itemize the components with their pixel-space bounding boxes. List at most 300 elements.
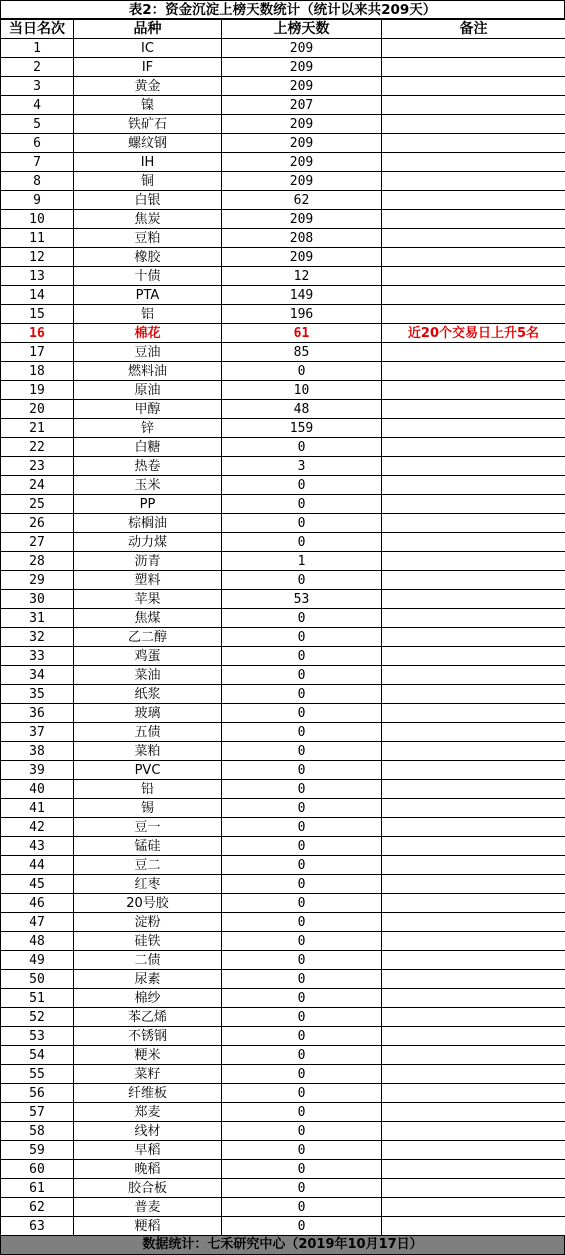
variety-cell: 菜粕 (74, 742, 222, 761)
days-cell: 196 (222, 305, 382, 324)
header-row (1, 20, 565, 39)
variety-cell: IF (74, 58, 222, 77)
variety-cell: 淀粉 (74, 913, 222, 932)
note-cell (382, 172, 565, 191)
rank-cell: 10 (1, 210, 74, 229)
table-row (1, 780, 565, 799)
table-row (1, 571, 565, 590)
days-cell: 209 (222, 115, 382, 134)
table-row (1, 1141, 565, 1160)
table-row (1, 989, 565, 1008)
table-row (1, 286, 565, 305)
table-row (1, 951, 565, 970)
rank-cell: 45 (1, 875, 74, 894)
variety-cell: 苯乙烯 (74, 1008, 222, 1027)
note-cell (382, 457, 565, 476)
days-cell: 0 (222, 761, 382, 780)
note-cell (382, 704, 565, 723)
note-cell (382, 267, 565, 286)
variety-cell: 豆粕 (74, 229, 222, 248)
note-cell (382, 1103, 565, 1122)
days-cell: 62 (222, 191, 382, 210)
variety-cell: 乙二醇 (74, 628, 222, 647)
variety-cell: 螺纹钢 (74, 134, 222, 153)
variety-cell: 甲醇 (74, 400, 222, 419)
variety-cell: IC (74, 39, 222, 58)
table-row (1, 761, 565, 780)
header-note: 备注 (382, 20, 565, 39)
table-row (1, 134, 565, 153)
days-cell: 149 (222, 286, 382, 305)
note-cell (382, 1008, 565, 1027)
days-cell: 1 (222, 552, 382, 571)
days-cell: 0 (222, 609, 382, 628)
rank-cell: 60 (1, 1160, 74, 1179)
table-row (1, 1122, 565, 1141)
note-cell (382, 1198, 565, 1217)
variety-cell: 锌 (74, 419, 222, 438)
note-cell (382, 96, 565, 115)
variety-cell: 热卷 (74, 457, 222, 476)
table-row (1, 324, 565, 343)
rank-cell: 37 (1, 723, 74, 742)
variety-cell: 胶合板 (74, 1179, 222, 1198)
rank-cell: 28 (1, 552, 74, 571)
days-cell: 208 (222, 229, 382, 248)
variety-cell: 硅铁 (74, 932, 222, 951)
note-cell (382, 742, 565, 761)
note-cell (382, 723, 565, 742)
rank-cell: 27 (1, 533, 74, 552)
days-cell: 0 (222, 1103, 382, 1122)
variety-cell: 镍 (74, 96, 222, 115)
table-row (1, 590, 565, 609)
days-cell: 209 (222, 172, 382, 191)
days-cell: 0 (222, 856, 382, 875)
rank-cell: 49 (1, 951, 74, 970)
table-row (1, 647, 565, 666)
rank-cell: 59 (1, 1141, 74, 1160)
variety-cell: 棉纱 (74, 989, 222, 1008)
days-cell: 159 (222, 419, 382, 438)
table-row (1, 552, 565, 571)
variety-cell: 焦炭 (74, 210, 222, 229)
note-cell (382, 799, 565, 818)
rank-cell: 30 (1, 590, 74, 609)
days-cell: 0 (222, 818, 382, 837)
note-cell (382, 628, 565, 647)
table-row (1, 704, 565, 723)
rank-cell: 13 (1, 267, 74, 286)
variety-cell: 红枣 (74, 875, 222, 894)
days-cell: 0 (222, 628, 382, 647)
note-cell (382, 115, 565, 134)
note-cell (382, 1217, 565, 1236)
table-row (1, 39, 565, 58)
rank-cell: 36 (1, 704, 74, 723)
rank-cell: 41 (1, 799, 74, 818)
days-cell: 0 (222, 1217, 382, 1236)
rank-cell: 19 (1, 381, 74, 400)
ranking-table (0, 19, 565, 1236)
variety-cell: 塑料 (74, 571, 222, 590)
rank-cell: 22 (1, 438, 74, 457)
rank-cell: 25 (1, 495, 74, 514)
table-row (1, 685, 565, 704)
table-row (1, 495, 565, 514)
rank-cell: 50 (1, 970, 74, 989)
note-cell (382, 875, 565, 894)
rank-cell: 54 (1, 1046, 74, 1065)
days-cell: 0 (222, 1084, 382, 1103)
variety-cell: 豆一 (74, 818, 222, 837)
rank-cell: 31 (1, 609, 74, 628)
table-row (1, 1217, 565, 1236)
table-row (1, 248, 565, 267)
rank-cell: 24 (1, 476, 74, 495)
days-cell: 209 (222, 58, 382, 77)
variety-cell: 动力煤 (74, 533, 222, 552)
table-row (1, 742, 565, 761)
rank-cell: 53 (1, 1027, 74, 1046)
variety-cell: 白银 (74, 191, 222, 210)
table-row (1, 913, 565, 932)
days-cell: 0 (222, 742, 382, 761)
rank-cell: 11 (1, 229, 74, 248)
days-cell: 48 (222, 400, 382, 419)
variety-cell: 纸浆 (74, 685, 222, 704)
note-cell (382, 1122, 565, 1141)
rank-cell: 15 (1, 305, 74, 324)
note-cell (382, 609, 565, 628)
days-cell: 85 (222, 343, 382, 362)
days-cell: 0 (222, 571, 382, 590)
note-cell (382, 590, 565, 609)
note-cell (382, 381, 565, 400)
variety-cell: 普麦 (74, 1198, 222, 1217)
rank-cell: 48 (1, 932, 74, 951)
table-row (1, 1198, 565, 1217)
variety-cell: 棉花 (74, 324, 222, 343)
variety-cell: 纤维板 (74, 1084, 222, 1103)
variety-cell: 原油 (74, 381, 222, 400)
variety-cell: 菜籽 (74, 1065, 222, 1084)
days-cell: 0 (222, 913, 382, 932)
table-row (1, 457, 565, 476)
table-row (1, 77, 565, 96)
variety-cell: 橡胶 (74, 248, 222, 267)
rank-cell: 51 (1, 989, 74, 1008)
note-cell (382, 932, 565, 951)
rank-cell: 4 (1, 96, 74, 115)
variety-cell: PP (74, 495, 222, 514)
variety-cell: 菜油 (74, 666, 222, 685)
table-row (1, 229, 565, 248)
rank-cell: 43 (1, 837, 74, 856)
table-row (1, 1160, 565, 1179)
rank-cell: 34 (1, 666, 74, 685)
rank-cell: 33 (1, 647, 74, 666)
note-cell (382, 818, 565, 837)
days-cell: 209 (222, 134, 382, 153)
table-row (1, 419, 565, 438)
rank-cell: 39 (1, 761, 74, 780)
days-cell: 209 (222, 210, 382, 229)
note-cell (382, 1160, 565, 1179)
variety-cell: 十债 (74, 267, 222, 286)
note-cell (382, 476, 565, 495)
table-row (1, 172, 565, 191)
rank-cell: 2 (1, 58, 74, 77)
note-cell (382, 134, 565, 153)
variety-cell: 苹果 (74, 590, 222, 609)
variety-cell: 鸡蛋 (74, 647, 222, 666)
note-cell (382, 1141, 565, 1160)
table-row (1, 666, 565, 685)
note-cell (382, 951, 565, 970)
note-cell (382, 666, 565, 685)
table-title: 表2：资金沉淀上榜天数统计（统计以来共209天） (0, 0, 565, 19)
table-row (1, 58, 565, 77)
variety-cell: 二债 (74, 951, 222, 970)
days-cell: 207 (222, 96, 382, 115)
note-cell (382, 419, 565, 438)
table-row (1, 305, 565, 324)
note-cell: 近20个交易日上升5名 (382, 324, 565, 343)
table-row (1, 932, 565, 951)
note-cell (382, 77, 565, 96)
rank-cell: 23 (1, 457, 74, 476)
table-row (1, 514, 565, 533)
days-cell: 0 (222, 1027, 382, 1046)
note-cell (382, 210, 565, 229)
note-cell (382, 305, 565, 324)
table-row (1, 875, 565, 894)
days-cell: 0 (222, 989, 382, 1008)
days-cell: 10 (222, 381, 382, 400)
variety-cell: PVC (74, 761, 222, 780)
table-row (1, 1046, 565, 1065)
rank-cell: 55 (1, 1065, 74, 1084)
note-cell (382, 1084, 565, 1103)
rank-cell: 18 (1, 362, 74, 381)
days-cell: 3 (222, 457, 382, 476)
table-row (1, 96, 565, 115)
note-cell (382, 571, 565, 590)
days-cell: 209 (222, 77, 382, 96)
table-row (1, 837, 565, 856)
variety-cell: 豆二 (74, 856, 222, 875)
table-row (1, 1008, 565, 1027)
days-cell: 0 (222, 685, 382, 704)
rank-cell: 42 (1, 818, 74, 837)
variety-cell: 五债 (74, 723, 222, 742)
note-cell (382, 837, 565, 856)
days-cell: 0 (222, 666, 382, 685)
source-footer: 数据统计：七禾研究中心（2019年10月17日） (0, 1235, 565, 1255)
days-cell: 0 (222, 780, 382, 799)
variety-cell: 焦煤 (74, 609, 222, 628)
variety-cell: 玉米 (74, 476, 222, 495)
header-rank: 当日名次 (1, 20, 74, 39)
days-cell: 0 (222, 1065, 382, 1084)
table-row (1, 970, 565, 989)
days-cell: 0 (222, 799, 382, 818)
variety-cell: 铁矿石 (74, 115, 222, 134)
table-row (1, 115, 565, 134)
table-row (1, 400, 565, 419)
days-cell: 0 (222, 495, 382, 514)
note-cell (382, 343, 565, 362)
rank-cell: 5 (1, 115, 74, 134)
days-cell: 0 (222, 438, 382, 457)
days-cell: 0 (222, 723, 382, 742)
days-cell: 0 (222, 1179, 382, 1198)
variety-cell: 20号胶 (74, 894, 222, 913)
table-row (1, 267, 565, 286)
table-row (1, 153, 565, 172)
days-cell: 0 (222, 1122, 382, 1141)
variety-cell: 铅 (74, 780, 222, 799)
days-cell: 0 (222, 1046, 382, 1065)
days-cell: 0 (222, 533, 382, 552)
note-cell (382, 552, 565, 571)
table-row (1, 476, 565, 495)
note-cell (382, 248, 565, 267)
note-cell (382, 533, 565, 552)
note-cell (382, 1046, 565, 1065)
table-row (1, 210, 565, 229)
variety-cell: 锡 (74, 799, 222, 818)
rank-cell: 1 (1, 39, 74, 58)
note-cell (382, 153, 565, 172)
days-cell: 0 (222, 875, 382, 894)
rank-cell: 52 (1, 1008, 74, 1027)
note-cell (382, 761, 565, 780)
table-row (1, 343, 565, 362)
note-cell (382, 400, 565, 419)
table-body (1, 39, 565, 1236)
note-cell (382, 191, 565, 210)
note-cell (382, 229, 565, 248)
table-row (1, 1027, 565, 1046)
note-cell (382, 286, 565, 305)
variety-cell: 白糖 (74, 438, 222, 457)
note-cell (382, 780, 565, 799)
note-cell (382, 438, 565, 457)
variety-cell: 粳米 (74, 1046, 222, 1065)
rank-cell: 47 (1, 913, 74, 932)
days-cell: 0 (222, 932, 382, 951)
note-cell (382, 495, 565, 514)
table-row (1, 1065, 565, 1084)
rank-cell: 17 (1, 343, 74, 362)
variety-cell: 铜 (74, 172, 222, 191)
variety-cell: 尿素 (74, 970, 222, 989)
table-row (1, 609, 565, 628)
variety-cell: 郑麦 (74, 1103, 222, 1122)
note-cell (382, 685, 565, 704)
variety-cell: 晚稻 (74, 1160, 222, 1179)
days-cell: 0 (222, 951, 382, 970)
table-row (1, 533, 565, 552)
rank-cell: 61 (1, 1179, 74, 1198)
rank-cell: 57 (1, 1103, 74, 1122)
days-cell: 0 (222, 362, 382, 381)
note-cell (382, 647, 565, 666)
note-cell (382, 362, 565, 381)
rank-cell: 32 (1, 628, 74, 647)
variety-cell: IH (74, 153, 222, 172)
variety-cell: 铝 (74, 305, 222, 324)
note-cell (382, 58, 565, 77)
table-row (1, 818, 565, 837)
rank-cell: 56 (1, 1084, 74, 1103)
days-cell: 53 (222, 590, 382, 609)
days-cell: 209 (222, 248, 382, 267)
rank-cell: 12 (1, 248, 74, 267)
days-cell: 0 (222, 837, 382, 856)
table-row (1, 362, 565, 381)
variety-cell: 沥青 (74, 552, 222, 571)
rank-cell: 16 (1, 324, 74, 343)
note-cell (382, 856, 565, 875)
rank-cell: 46 (1, 894, 74, 913)
days-cell: 0 (222, 704, 382, 723)
variety-cell: 不锈钢 (74, 1027, 222, 1046)
table-row (1, 438, 565, 457)
note-cell (382, 1179, 565, 1198)
rank-cell: 26 (1, 514, 74, 533)
days-cell: 0 (222, 647, 382, 666)
rank-cell: 8 (1, 172, 74, 191)
days-cell: 0 (222, 970, 382, 989)
rank-cell: 44 (1, 856, 74, 875)
variety-cell: 粳稻 (74, 1217, 222, 1236)
rank-cell: 63 (1, 1217, 74, 1236)
table-row (1, 628, 565, 647)
table-row (1, 381, 565, 400)
rank-cell: 21 (1, 419, 74, 438)
variety-cell: 燃料油 (74, 362, 222, 381)
rank-cell: 29 (1, 571, 74, 590)
rank-cell: 58 (1, 1122, 74, 1141)
note-cell (382, 970, 565, 989)
variety-cell: 早稻 (74, 1141, 222, 1160)
rank-cell: 3 (1, 77, 74, 96)
rank-cell: 7 (1, 153, 74, 172)
days-cell: 209 (222, 39, 382, 58)
variety-cell: 锰硅 (74, 837, 222, 856)
rank-cell: 35 (1, 685, 74, 704)
note-cell (382, 1065, 565, 1084)
days-cell: 0 (222, 894, 382, 913)
note-cell (382, 39, 565, 58)
rank-cell: 6 (1, 134, 74, 153)
table-row (1, 894, 565, 913)
table-row (1, 799, 565, 818)
variety-cell: 线材 (74, 1122, 222, 1141)
note-cell (382, 989, 565, 1008)
days-cell: 0 (222, 476, 382, 495)
note-cell (382, 514, 565, 533)
rank-cell: 9 (1, 191, 74, 210)
variety-cell: 棕榈油 (74, 514, 222, 533)
rank-cell: 14 (1, 286, 74, 305)
table-row (1, 191, 565, 210)
days-cell: 0 (222, 1198, 382, 1217)
note-cell (382, 894, 565, 913)
